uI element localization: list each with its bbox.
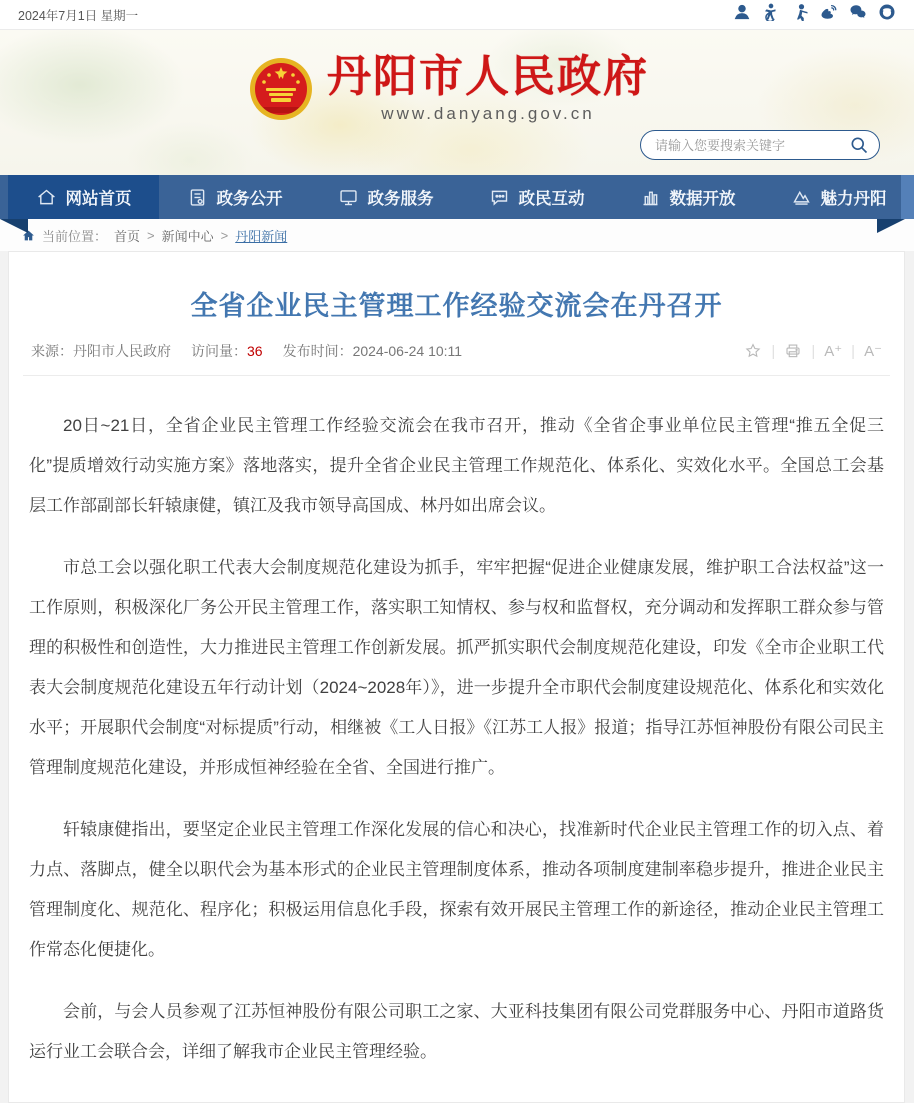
- service-mascot-icon[interactable]: [878, 3, 896, 26]
- document-icon: [187, 187, 208, 208]
- article-source: 来源：丹阳市人民政府: [31, 343, 171, 359]
- breadcrumb: [0, 219, 914, 251]
- nav-label: 数据开放: [669, 190, 736, 208]
- nav-label: 魅力丹阳: [820, 190, 887, 208]
- nav-item-gov-info[interactable]: [159, 175, 310, 219]
- article-publish-time: 发布时间：2024-06-24 10:11: [282, 343, 463, 359]
- nav-item-interaction[interactable]: [461, 175, 612, 219]
- article-paragraph: 市总工会以强化职工代表大会制度规范化建设为抓手，牢牢把握“促进企业健康发展，维护职工合法权益”这一工作原则，积极深化厂务公开民主管理工作，落实职工知情权、参与权和监督权，充分调动和发挥职工群众参与管理的积极性和创造性，大力推进民主管理工作创新发展。抓严抓实职代会制度规范化建设，印发《全市企业职工代表大会制度规范化建设五年行动计划（2024~2028年）》，进一步提升全市职代会制度建设规范化、体系化和实效化水平；开展职代会制度“对标提质”行动，相继被《工人日报》《江苏工人报》报道；指导江苏恒神股份有限公司民主管理制度规范化建设，并形成恒神经验在全省、全国进行推广。: [29, 558, 884, 777]
- site-name: 丹阳市人民政府: [327, 52, 649, 101]
- user-icon[interactable]: [733, 3, 751, 26]
- ribbon-fold-right: [877, 219, 905, 233]
- breadcrumb-item-news-center[interactable]: 新闻中心: [161, 228, 214, 244]
- search-input[interactable]: [655, 138, 849, 153]
- breadcrumb-item-danyang-news[interactable]: 丹阳新闻: [235, 228, 288, 244]
- scenery-icon: [791, 187, 812, 208]
- views-count: 36: [247, 343, 263, 359]
- site-title-block: [327, 54, 649, 124]
- bar-chart-icon: [640, 187, 661, 208]
- font-increase-button[interactable]: A⁺: [824, 343, 843, 360]
- nav-label: 网站首页: [65, 190, 132, 208]
- home-icon: [36, 187, 57, 208]
- article-meta-row: [23, 341, 890, 376]
- article-paragraph: 20日~21日，全省企业民主管理工作经验交流会在我市召开，推动《全省企事业单位民主管理“推五全促三化”提质增效行动实施方案》落地落实，提升全省企业民主管理工作规范化、体系化、实效化水平。全国总工会基层工作部副部长轩辕康健，镇江及我市领导高国成、林丹如出席会议。: [29, 416, 884, 515]
- elder-mode-icon[interactable]: [791, 3, 809, 26]
- article-paragraph: 会前，与会人员参观了江苏恒神股份有限公司职工之家、大亚科技集团有限公司党群服务中心、丹阳市道路货运行业工会联合会，详细了解我市企业民主管理经验。: [29, 1002, 884, 1061]
- article-body: [23, 376, 890, 1072]
- nav-ribbon-tail: [901, 175, 914, 219]
- article-title: 全省企业民主管理工作经验交流会在丹召开: [190, 291, 723, 321]
- main-navigation: [0, 175, 914, 219]
- breadcrumb-separator: >: [220, 227, 229, 243]
- site-logo-group[interactable]: [249, 54, 649, 124]
- monitor-icon: [338, 187, 359, 208]
- ribbon-fold-left: [0, 219, 28, 233]
- top-icon-group: [733, 3, 896, 26]
- nav-label: 政务服务: [367, 190, 434, 208]
- nav-item-gov-services[interactable]: [310, 175, 461, 219]
- nav-label: 政民互动: [518, 190, 585, 208]
- print-icon[interactable]: [784, 342, 802, 360]
- weibo-icon[interactable]: [820, 3, 838, 26]
- nav-item-home[interactable]: [8, 175, 159, 219]
- chat-icon: [489, 187, 510, 208]
- top-utility-bar: [0, 0, 914, 30]
- breadcrumb-separator: >: [147, 227, 155, 243]
- favorite-star-icon[interactable]: [744, 342, 762, 360]
- nav-label: 政务公开: [216, 190, 283, 208]
- site-header: [0, 30, 914, 175]
- nav-item-open-data[interactable]: [612, 175, 763, 219]
- search-icon[interactable]: [849, 135, 869, 155]
- accessibility-icon[interactable]: [762, 3, 780, 26]
- wechat-icon[interactable]: [849, 3, 867, 26]
- current-date: 2024年7月1日 星期一: [18, 8, 139, 23]
- site-url: www.danyang.gov.cn: [381, 104, 595, 124]
- article-card: [8, 251, 905, 1103]
- breadcrumb-item-home[interactable]: 首页: [114, 228, 141, 244]
- article-paragraph: 轩辕康健指出，要坚定企业民主管理工作深化发展的信心和决心，找准新时代企业民主管理工作的切入点、着力点、落脚点，健全以职代会为基本形式的企业民主管理制度体系，推动各项制度建制率稳步提升，推进企业民主管理制度化、规范化、程序化；积极运用信息化手段，探索有效开展民主管理工作的新途径，推动企业民主管理工作常态化便捷化。: [29, 820, 884, 959]
- search-box[interactable]: [640, 130, 880, 160]
- article-tools: | | A⁺ | A⁻: [744, 342, 882, 360]
- national-emblem-logo: [249, 57, 313, 121]
- breadcrumb-label: 当前位置：: [42, 228, 108, 244]
- font-decrease-button[interactable]: A⁻: [864, 343, 882, 360]
- nav-item-charm-danyang[interactable]: [763, 175, 914, 219]
- article-views: 访问量：36: [191, 343, 263, 359]
